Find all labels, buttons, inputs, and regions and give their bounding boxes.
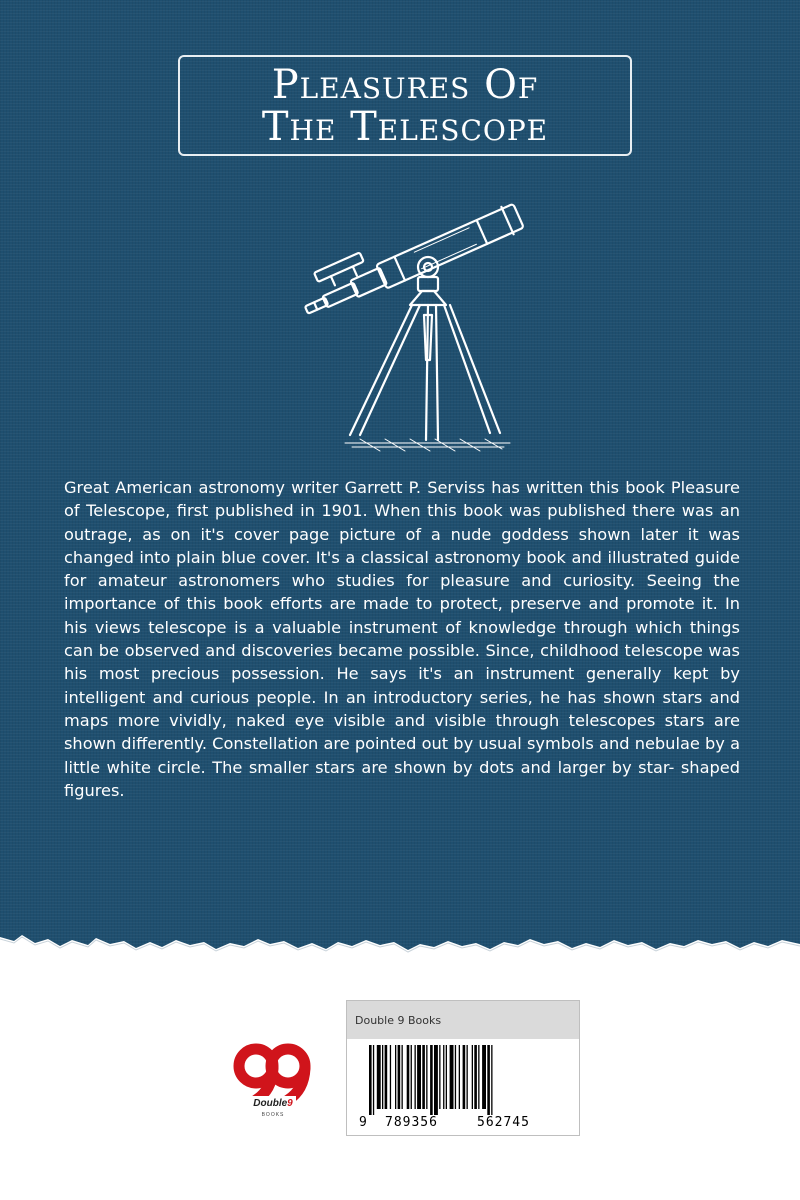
double-9-books-logo (228, 1038, 318, 1120)
isbn-barcode-card (346, 1000, 580, 1136)
isbn-digits-group-1: 789356 (385, 1115, 438, 1129)
telescope-icon (290, 185, 550, 455)
barcode (355, 1043, 571, 1129)
title-line-1: Pleasures Of (271, 61, 539, 108)
title-frame (178, 55, 632, 156)
cover-blurb: Great American astronomy writer Garrett P. Serviss has written this book Pleasure of Telescope, first published in 1901. When this book was published there was an outrage, as on it's cover page picture of a nude goddess shown later it was changed into plain blue cover. It's a classical astronomy book and illustrated guide for amateur astronomers who studies for pleasure and curiosity. Seeing the importance of this book efforts are made to protect, preserve and promote it. In his views telescope is a valuable instrument of knowledge through which things can be observed and discoveries became possible. Since, childhood telescope was his most precious possession. He says it's an instrument generally kept by intelligent and curious people. In an introductory series, he has shown stars and maps more vividly, naked eye visible and visible through telescopes stars are shown differently. Constellation are pointed out by usual symbols and nebulae by a little white circle. The smaller stars are shown by dots and larger by star- shaped figures. (64, 478, 740, 800)
isbn-digits-group-2: 562745 (477, 1115, 530, 1129)
title-line-2: The Telescope (261, 103, 549, 150)
torn-paper-edge (0, 915, 800, 975)
svg-text:BOOKS: BOOKS (261, 1112, 285, 1118)
publisher-name: Double 9 Books (347, 1001, 579, 1039)
isbn-digit-first: 9 (359, 1115, 367, 1129)
svg-text:Double9: Double9 (253, 1098, 293, 1109)
